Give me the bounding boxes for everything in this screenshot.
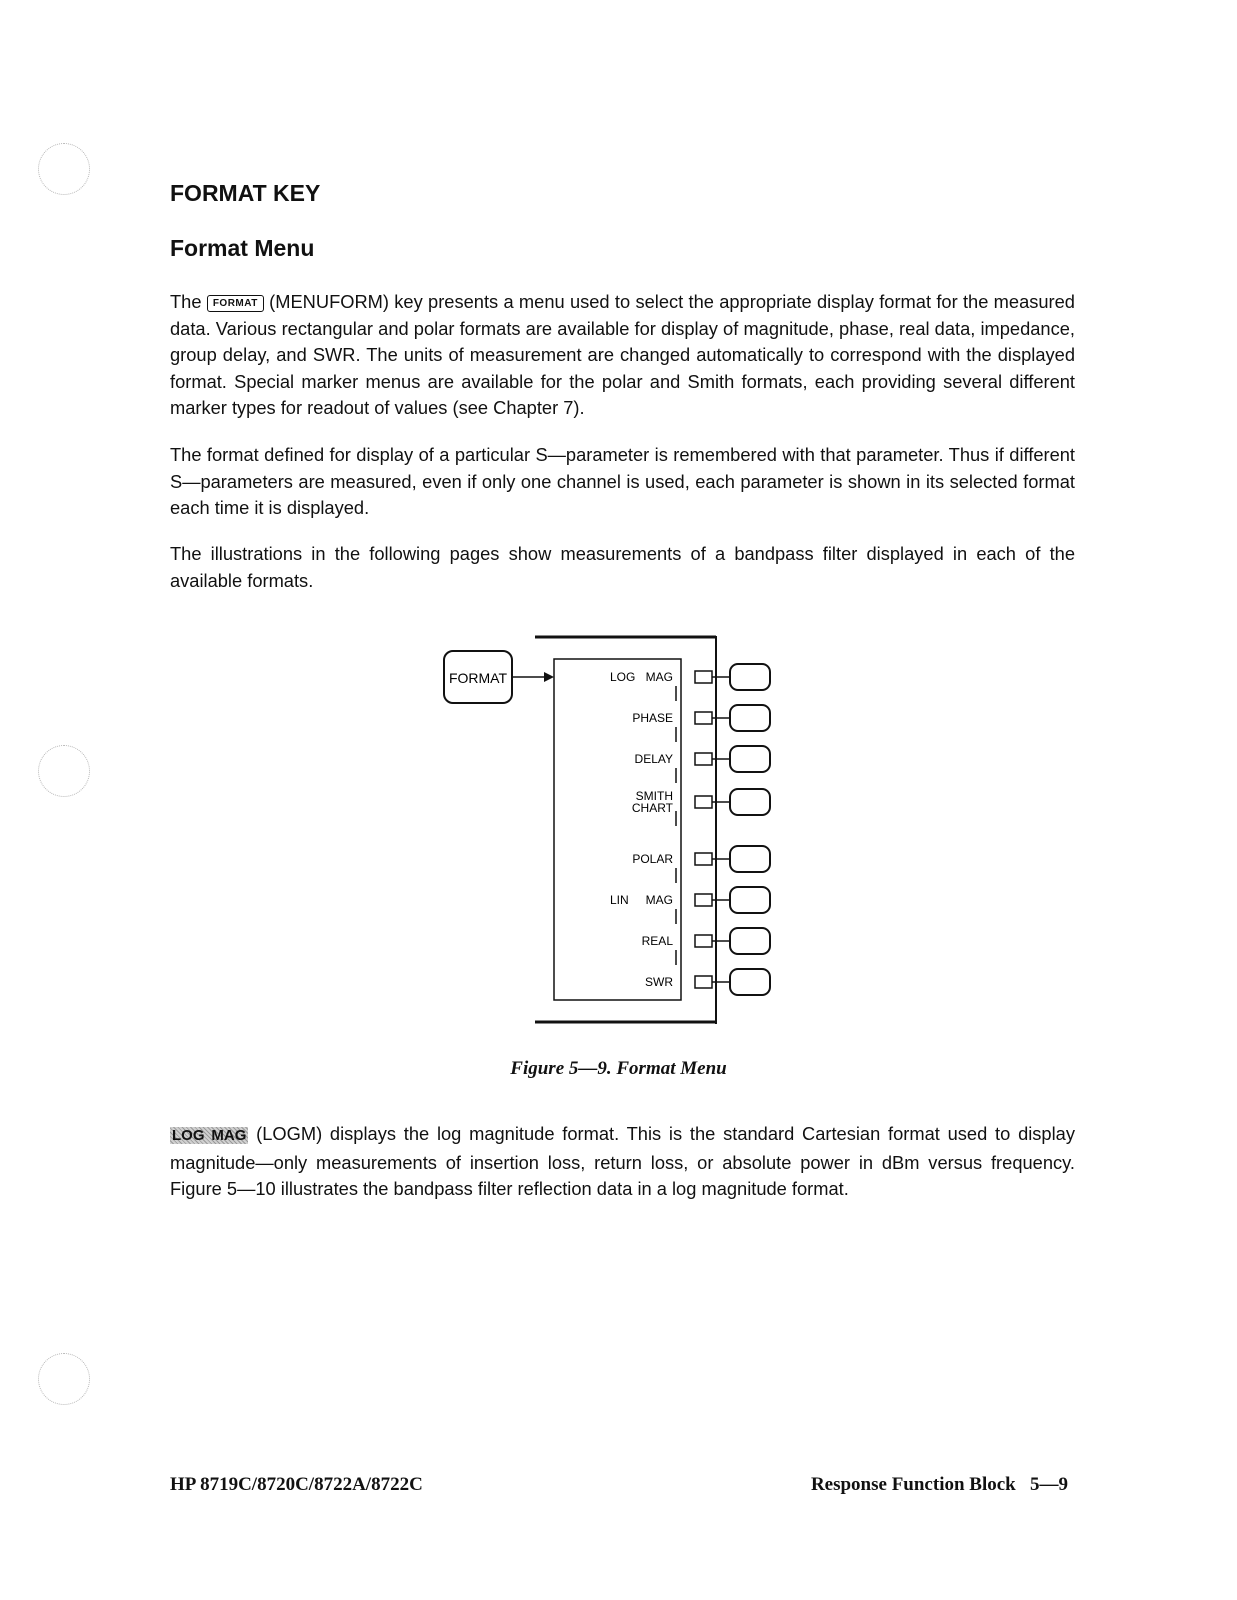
softkey-slot-lin-mag (695, 894, 712, 906)
softkey-slot-delay (695, 753, 712, 765)
log-mag-paragraph (170, 1121, 1075, 1203)
softkey-button-phase (730, 705, 770, 731)
softkey-button-real (730, 928, 770, 954)
softkey-button-lin-mag (730, 887, 770, 913)
punch-hole-bottom (38, 1353, 90, 1405)
softkey-button-smith-chart (730, 789, 770, 815)
softkey-slot-smith-chart (695, 796, 712, 808)
softkey-slot-phase (695, 712, 712, 724)
punch-hole-top (38, 143, 90, 195)
menu-label-log-mag-part1: LOG (610, 670, 636, 684)
figure-caption: Figure 5—9. Format Menu (510, 1058, 727, 1079)
softkey-button-swr (730, 969, 770, 995)
softkey-buttons (695, 664, 770, 995)
s-parameter-paragraph: The format defined for display of a particular S—parameter is remembered with that parameter. Thus if different S—parameters are measured, even if only one channel is used, each parameter is shown in its selected format each time it is displayed. (170, 444, 1075, 518)
softkey-slot-polar (695, 853, 712, 865)
arrow-head-icon (544, 672, 554, 682)
footer-model: HP 8719C/8720C/8722A/8722C (170, 1474, 423, 1495)
menu-label-smith-chart-line1: SMITH (635, 789, 673, 803)
softkey-button-log-mag (730, 664, 770, 690)
menu-label-swr: SWR (645, 975, 673, 989)
softkey-slot-log-mag (695, 671, 712, 683)
log-mag-softkey: LOG MAG (172, 1127, 247, 1144)
menu-label-polar: POLAR (632, 852, 673, 866)
softkey-slot-real (695, 935, 712, 947)
format-menu-diagram (440, 632, 780, 1027)
softkey-button-delay (730, 746, 770, 772)
menu-label-real: REAL (641, 934, 673, 948)
footer-section-page: Response Function Block 5—9 (810, 1474, 1068, 1495)
intro-text: (MENUFORM) key presents a menu used to select the appropriate display format for the measured data. Various rectangular and polar formats are available for display of magnitude, phase, real data, impedance, group delay, and SWR. The units of measurement are changed automatically to correspond with the displayed format. Special marker menus are available for the polar and Smith formats, each providing several different marker types for readout of values (see Chapter 7). (170, 291, 1075, 418)
punch-hole-middle (38, 745, 90, 797)
menu-label-phase: PHASE (632, 711, 673, 725)
illustrations-paragraph: The illustrations in the following pages show measurements of a bandpass filter displayed in each of the available formats. (170, 543, 1075, 591)
menu-label-lin-mag-part1: LIN (610, 893, 629, 907)
menu-label-smith-chart-line2: CHART (631, 801, 673, 815)
menu-label-lin-mag-part2: MAG (645, 893, 673, 907)
softkey-slot-swr (695, 976, 712, 988)
menu-label-delay: DELAY (634, 752, 673, 766)
section-heading: Format Menu (170, 235, 315, 261)
log-mag-text: (LOGM) displays the log magnitude format. This is the standard Cartesian format used to display magnitude—only measurements of insertion loss, return loss, or absolute power in dBm versus frequency. Figure 5—10 illustrates the bandpass filter reflection data in a log magnitude format. (170, 1123, 1075, 1199)
intro-paragraph (170, 289, 1075, 422)
format-front-key-label: FORMAT (448, 670, 508, 686)
page-heading: FORMAT KEY (170, 180, 321, 206)
intro-lead: The (170, 291, 202, 312)
softkey-button-polar (730, 846, 770, 872)
menu-label-log-mag-part2: MAG (645, 670, 673, 684)
format-keycap: FORMAT (207, 295, 264, 312)
